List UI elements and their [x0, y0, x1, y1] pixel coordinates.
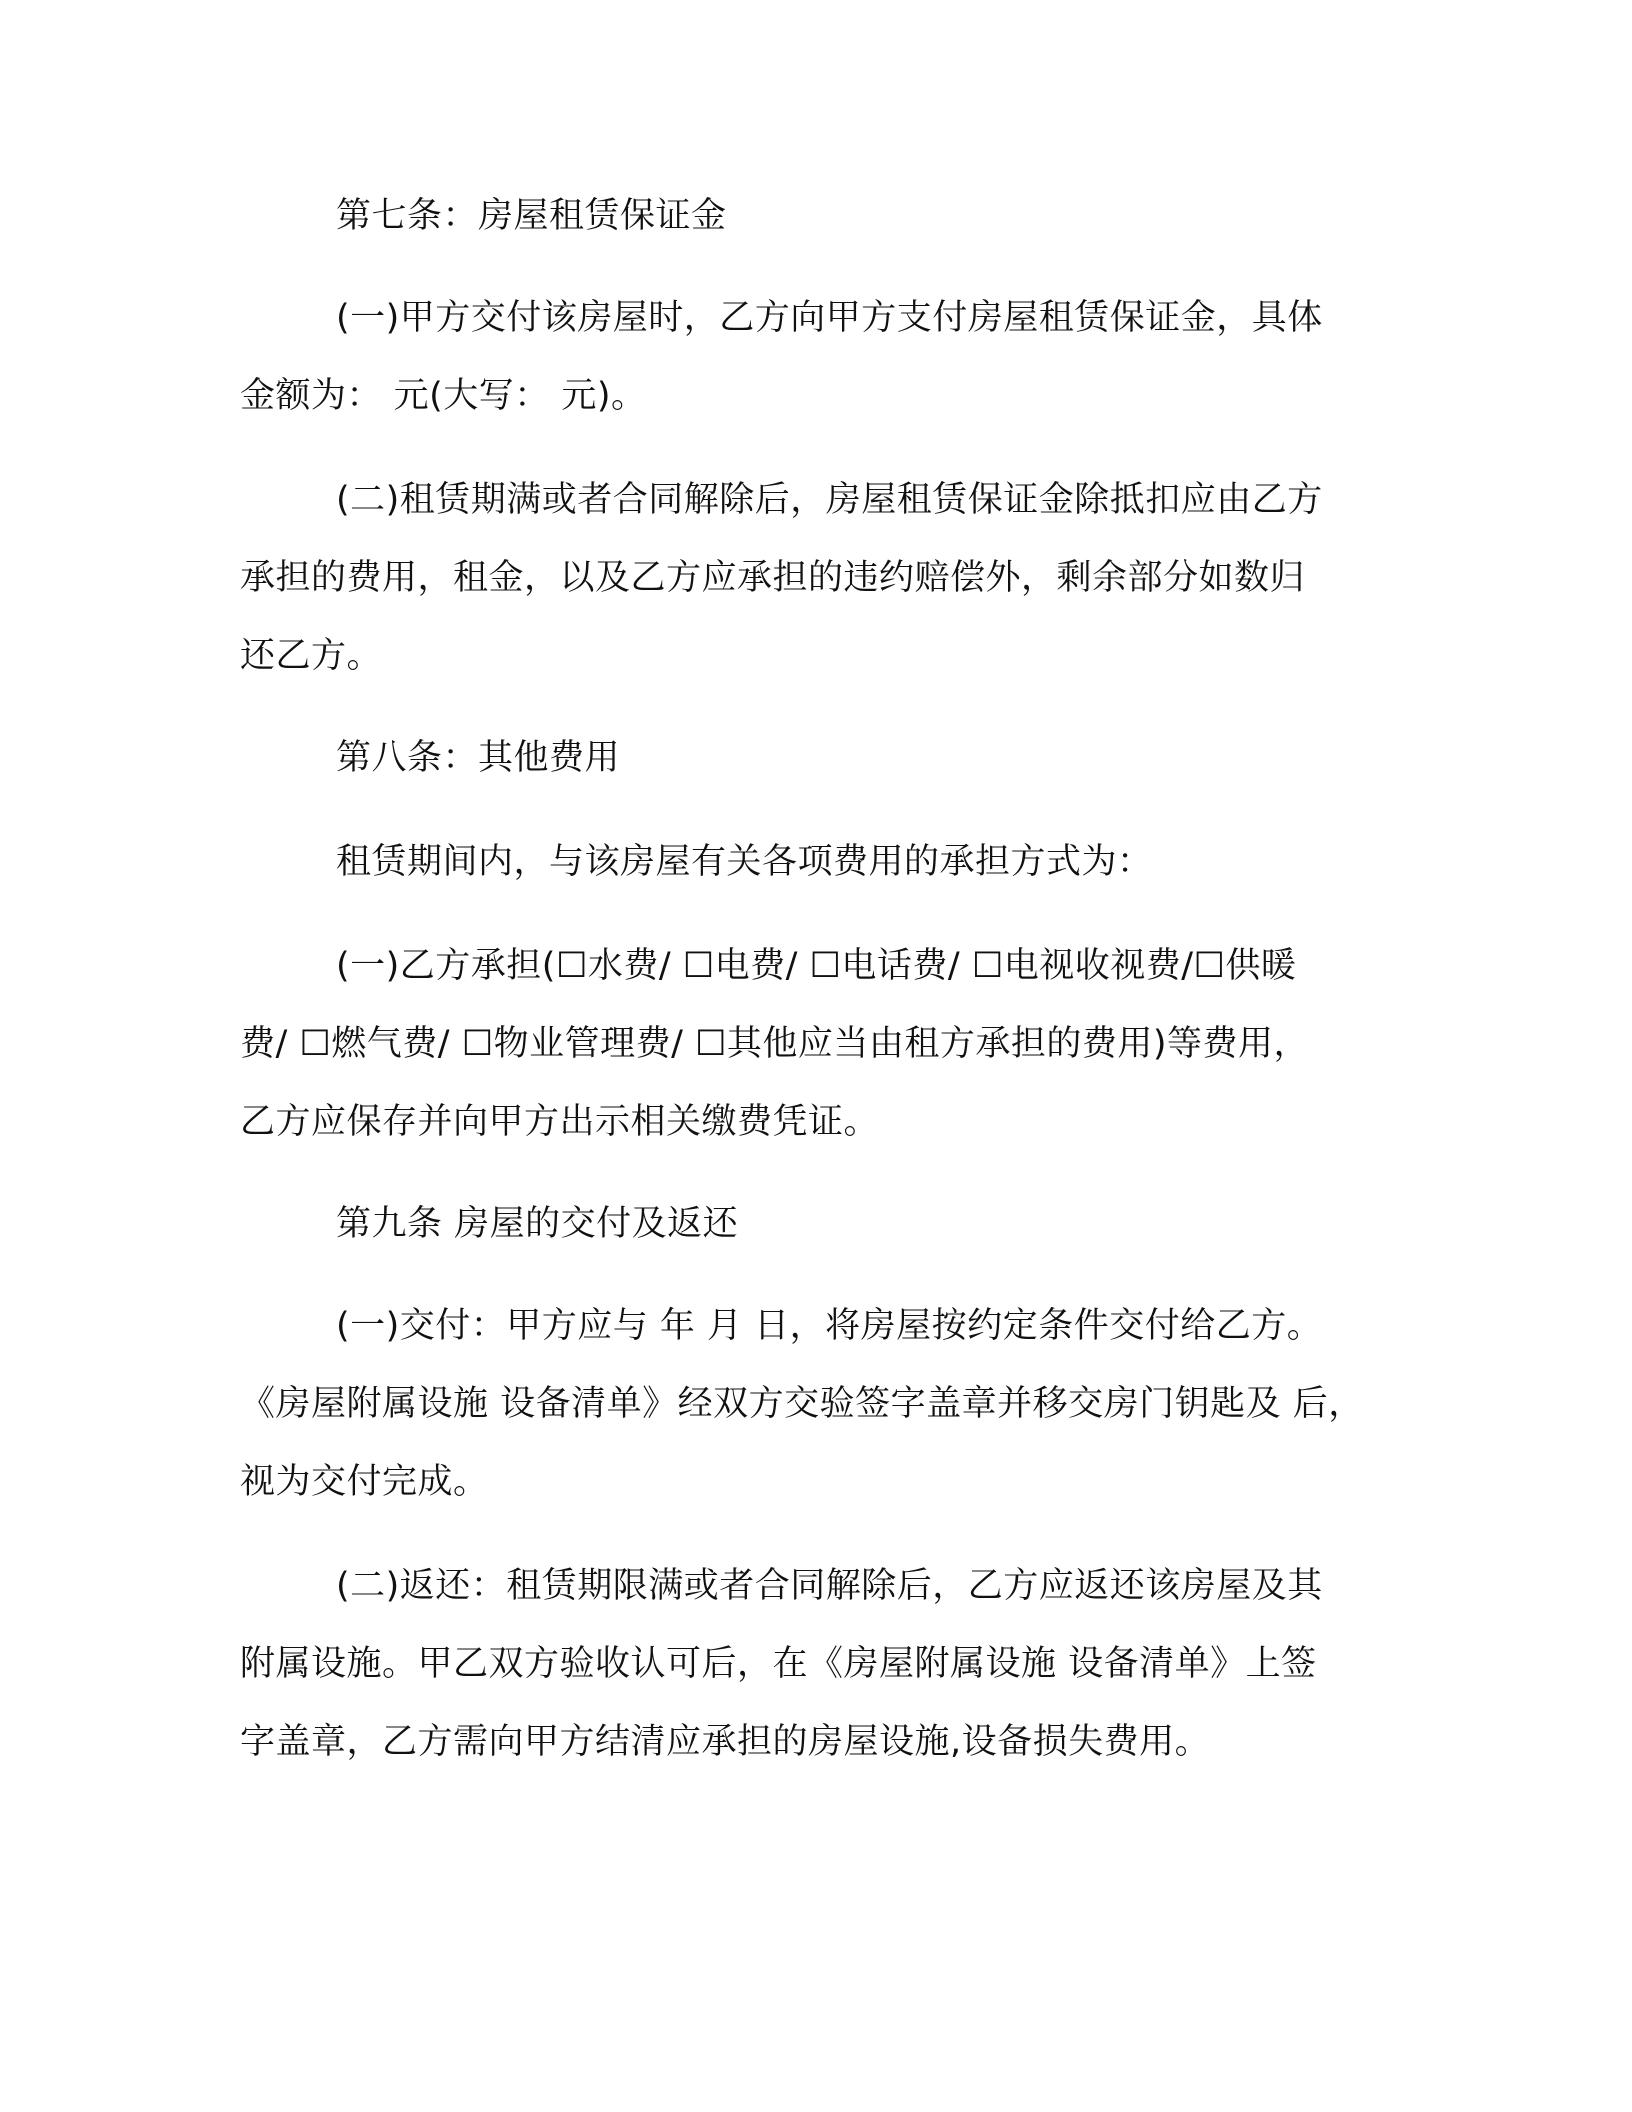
article-9-clause-1-line-1: (一)交付：甲方应与 年 月 日，将房屋按约定条件交付给乙方。 [336, 1306, 1323, 1346]
article-8-clause-1-line-2: 费/ ☐燃气费/ ☐物业管理费/ ☐其他应当由租方承担的费用)等费用， [240, 1024, 1310, 1064]
article-7-clause-1-line-1: (一)甲方交付该房屋时，乙方向甲方支付房屋租赁保证金，具体 [336, 298, 1323, 338]
article-9-clause-2-line-2: 附属设施。甲乙双方验收认可后，在《房屋附属设施 设备清单》上签 [240, 1644, 1317, 1684]
article-9-clause-2-line-1: (二)返还：租赁期限满或者合同解除后，乙方应返还该房屋及其 [336, 1566, 1323, 1606]
article-7-heading: 第七条：房屋租赁保证金 [336, 196, 727, 236]
article-8-clause-1-line-3: 乙方应保存并向甲方出示相关缴费凭证。 [240, 1102, 880, 1142]
article-8-clause-1-line-1: (一)乙方承担(☐水费/ ☐电费/ ☐电话费/ ☐电视收视费/☐供暖 [336, 946, 1297, 986]
article-9-clause-1-line-3: 视为交付完成。 [240, 1462, 489, 1502]
article-7-clause-1-line-2: 金额为： 元(大写： 元)。 [240, 376, 647, 416]
article-7-clause-2-line-2: 承担的费用，租金，以及乙方应承担的违约赔偿外，剩余部分如数归 [240, 558, 1306, 598]
article-9-clause-1-line-2: 《房屋附属设施 设备清单》经双方交验签字盖章并移交房门钥匙及 后， [240, 1384, 1364, 1424]
article-7-clause-2-line-1: (二)租赁期满或者合同解除后，房屋租赁保证金除抵扣应由乙方 [336, 480, 1323, 520]
article-9-heading: 第九条 房屋的交付及返还 [336, 1204, 739, 1244]
article-8-heading: 第八条：其他费用 [336, 738, 621, 778]
article-7-clause-2-line-3: 还乙方。 [240, 636, 383, 676]
article-9-clause-2-line-3: 字盖章，乙方需向甲方结清应承担的房屋设施,设备损失费用。 [240, 1722, 1211, 1762]
article-8-intro: 租赁期间内，与该房屋有关各项费用的承担方式为： [336, 842, 1153, 882]
